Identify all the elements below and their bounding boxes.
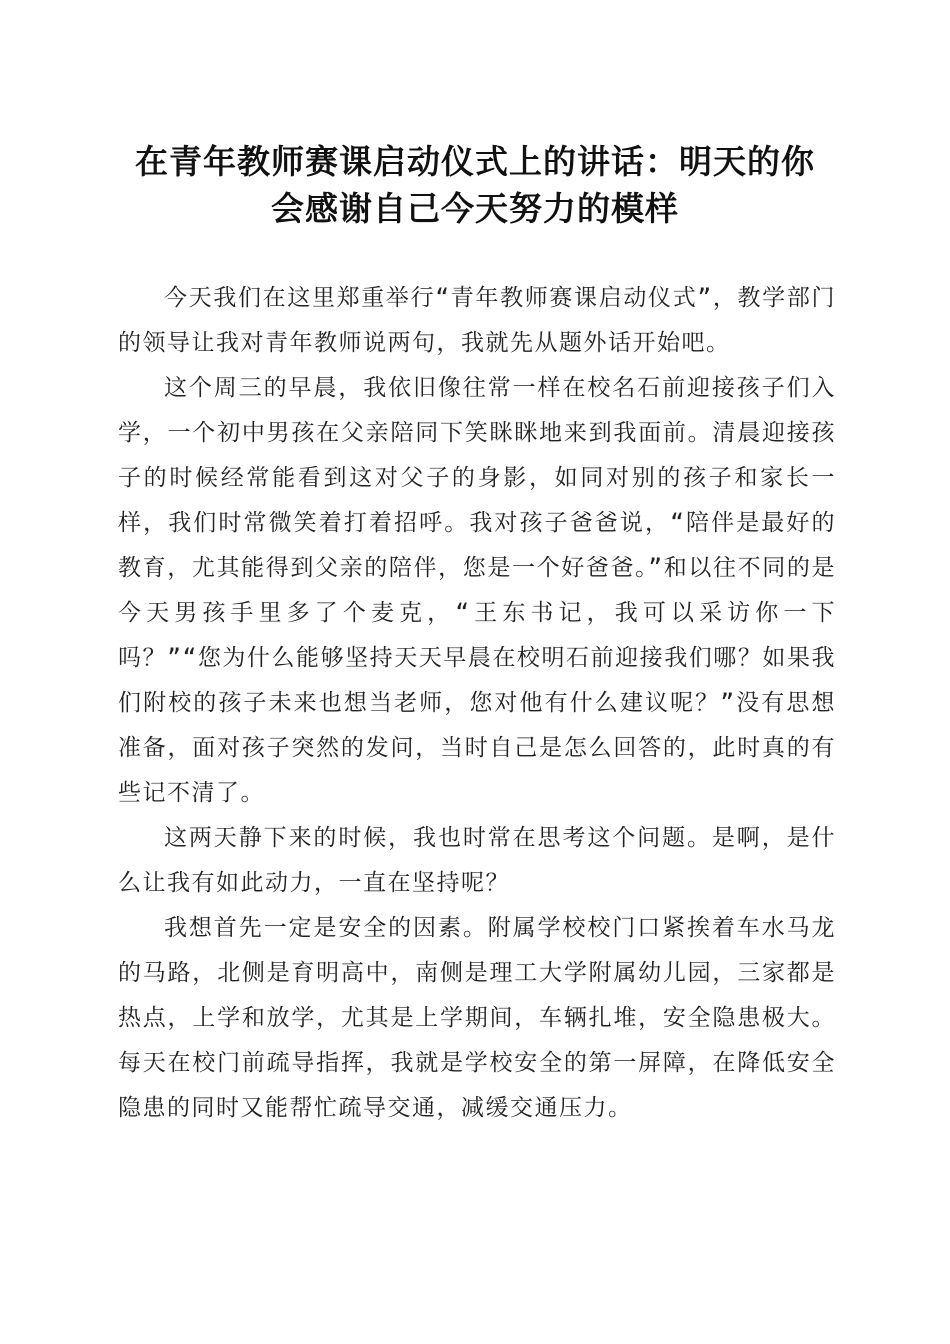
document-body: [118, 276, 836, 1131]
document-title: [110, 138, 840, 232]
paragraph-3: 这两天静下来的时候，我也时常在思考这个问题。是啊，是什么让我有如此动力，一直在坚持呢？: [118, 825, 836, 896]
title-line-2: 会感谢自己今天努力的模样: [271, 189, 679, 228]
paragraph-2: 这个周三的早晨，我依旧像往常一样在校名石前迎接孩子们入学，一个初中男孩在父亲陪同下笑眯眯地来到我面前。清晨迎接孩子的时候经常能看到这对父子的身影，如同对别的孩子和家长一样，我们时常微笑着打着招呼。我对孩子爸爸说，“陪伴是最好的教育，尤其能得到父亲的陪伴，您是一个好爸爸。”和以往不同的是今天男孩手里多了个麦克，“王东书记，我可以采访你一下吗？”“您为什么能够坚持天天早晨在校明石前迎接我们哪？如果我们附校的孩子未来也想当老师，您对他有什么建议呢？”没有思想准备，面对孩子突然的发问，当时自己是怎么回答的，此时真的有些记不清了。: [118, 375, 836, 806]
paragraph-1: 今天我们在这里郑重举行“青年教师赛课启动仪式”，教学部门的领导让我对青年教师说两句，我就先从题外话开始吧。: [118, 285, 836, 356]
title-line-1: 在青年教师赛课启动仪式上的讲话：明天的你: [135, 142, 815, 181]
paragraph-4: 我想首先一定是安全的因素。附属学校校门口紧挨着车水马龙的马路，北侧是育明高中，南侧是理工大学附属幼儿园，三家都是热点，上学和放学，尤其是上学期间，车辆扎堆，安全隐患极大。每天在校门前疏导指挥，我就是学校安全的第一屏障，在降低安全隐患的同时又能帮忙疏导交通，减缓交通压力。: [118, 915, 836, 1121]
